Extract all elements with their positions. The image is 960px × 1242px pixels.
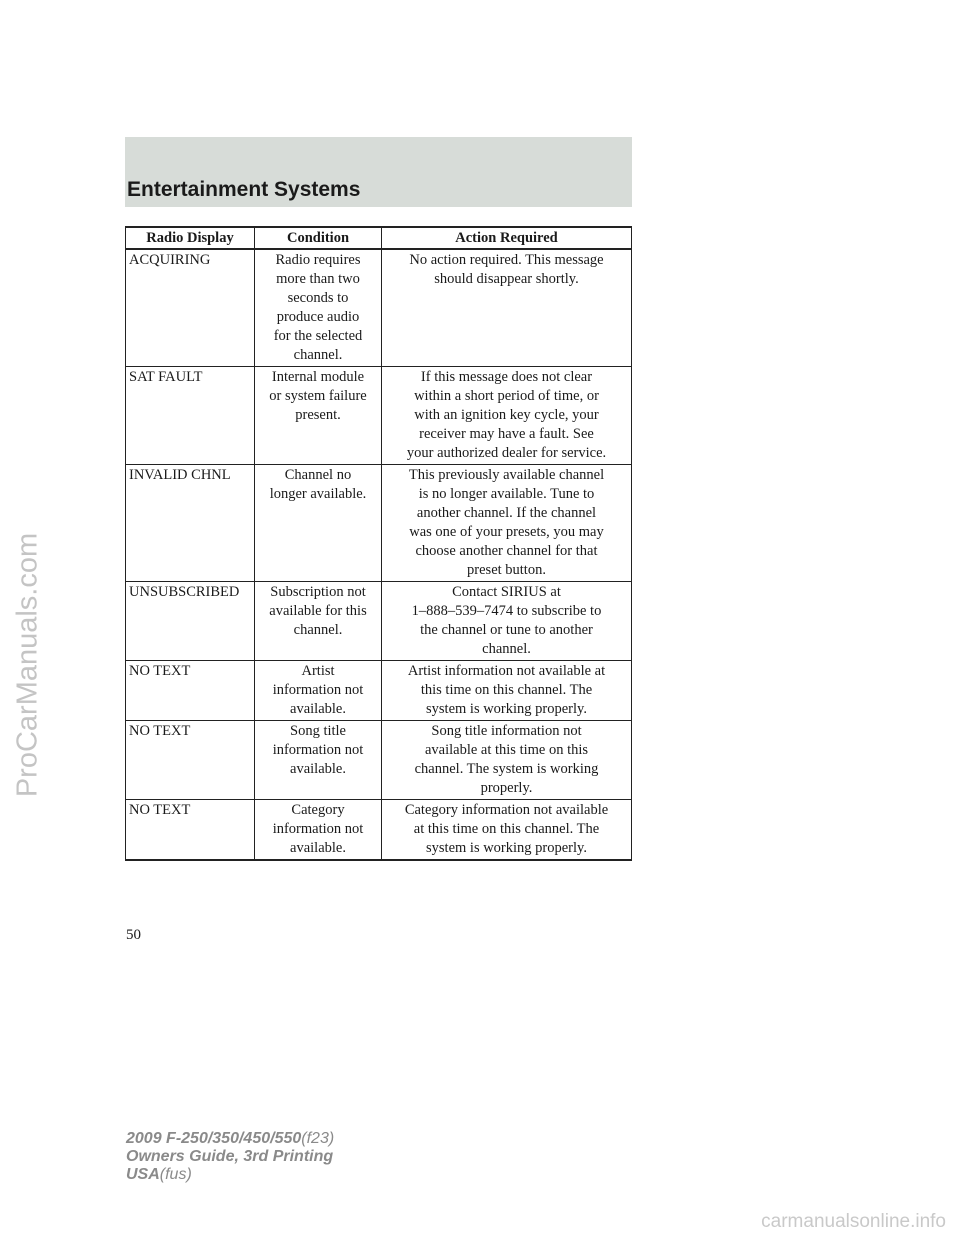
- action-line: should disappear shortly.: [434, 271, 579, 287]
- action-line: choose another channel for that: [415, 543, 598, 559]
- radio-message-table: [125, 226, 632, 861]
- action-line: channel. The system is working: [414, 761, 599, 777]
- cell-action-required: [382, 582, 632, 661]
- table-row: [126, 367, 632, 465]
- action-line: This previously available channel: [408, 467, 605, 483]
- cell-condition: [255, 721, 382, 800]
- header-radio-display: Radio Display: [126, 227, 255, 249]
- action-line: Song title information not: [431, 723, 582, 739]
- cell-radio-display: ACQUIRING: [126, 249, 255, 367]
- condition-line: produce audio: [276, 309, 360, 325]
- side-watermark: [4, 375, 52, 955]
- action-line: 1–888–539–7474 to subscribe to: [411, 603, 602, 619]
- condition-line: Artist: [301, 663, 335, 679]
- footer-guide: Owners Guide, 3rd Printing: [126, 1148, 334, 1165]
- cell-condition: [255, 465, 382, 582]
- cell-radio-display: NO TEXT: [126, 721, 255, 800]
- header-action-required: Action Required: [382, 227, 632, 249]
- action-line: with an ignition key cycle, your: [414, 407, 599, 423]
- footer-market-code: (fus): [159, 1166, 192, 1183]
- table-row: [126, 661, 632, 721]
- page-number: 50: [126, 927, 141, 943]
- condition-line: channel.: [293, 622, 343, 638]
- cell-radio-display: NO TEXT: [126, 800, 255, 861]
- condition-line: Subscription not: [270, 584, 366, 600]
- action-line: Artist information not available at: [407, 663, 606, 679]
- action-line: this time on this channel. The: [420, 682, 593, 698]
- condition-line: Category: [291, 802, 345, 818]
- condition-line: available.: [290, 761, 346, 777]
- action-line: system is working properly.: [426, 840, 587, 856]
- condition-line: or system failure: [269, 388, 367, 404]
- condition-line: channel.: [293, 347, 343, 363]
- action-line: another channel. If the channel: [416, 505, 597, 521]
- condition-line: information not: [272, 821, 364, 837]
- table-row: [126, 721, 632, 800]
- condition-line: available for this: [269, 603, 367, 619]
- footer-line-market: [126, 1166, 334, 1184]
- condition-line: Radio requires: [275, 252, 361, 268]
- condition-line: Channel no: [284, 467, 352, 483]
- action-line: receiver may have a fault. See: [419, 426, 594, 442]
- footer-model-code: (f23): [301, 1130, 335, 1147]
- action-line: preset button.: [467, 562, 546, 578]
- cell-action-required: [382, 721, 632, 800]
- cell-radio-display: INVALID CHNL: [126, 465, 255, 582]
- condition-line: information not: [272, 682, 364, 698]
- action-line: system is working properly.: [426, 701, 587, 717]
- header-condition: Condition: [255, 227, 382, 249]
- action-line: available at this time on this: [424, 742, 589, 758]
- table-row: [126, 465, 632, 582]
- condition-line: available.: [290, 840, 346, 856]
- footer-model: 2009 F-250/350/450/550: [126, 1130, 302, 1147]
- bottom-watermark: carmanualsonline.info: [761, 1211, 946, 1232]
- action-line: If this message does not clear: [420, 369, 593, 385]
- document-footer: [126, 1130, 334, 1184]
- cell-action-required: [382, 249, 632, 367]
- action-line: the channel or tune to another: [420, 622, 593, 638]
- cell-condition: [255, 582, 382, 661]
- table-row: [126, 249, 632, 367]
- footer-market: USA: [126, 1166, 160, 1183]
- table-header-row: [126, 227, 632, 249]
- condition-line: seconds to: [287, 290, 349, 306]
- condition-line: for the selected: [273, 328, 363, 344]
- action-line: channel.: [482, 641, 531, 657]
- condition-line: more than two: [276, 271, 360, 287]
- table-row: [126, 582, 632, 661]
- footer-line-guide: [126, 1148, 334, 1166]
- cell-radio-display: SAT FAULT: [126, 367, 255, 465]
- cell-action-required: [382, 367, 632, 465]
- condition-line: available.: [290, 701, 346, 717]
- condition-line: Internal module: [271, 369, 365, 385]
- cell-radio-display: UNSUBSCRIBED: [126, 582, 255, 661]
- action-line: properly.: [480, 780, 533, 796]
- footer-line-model: [126, 1130, 334, 1148]
- cell-action-required: [382, 661, 632, 721]
- table-row: [126, 800, 632, 861]
- action-line: at this time on this channel. The: [413, 821, 600, 837]
- action-line: is no longer available. Tune to: [418, 486, 595, 502]
- table-body: [126, 249, 632, 860]
- cell-condition: [255, 661, 382, 721]
- side-watermark-text: ProCarManuals.com: [11, 532, 44, 798]
- cell-action-required: [382, 465, 632, 582]
- condition-line: information not: [272, 742, 364, 758]
- action-line: your authorized dealer for service.: [406, 445, 607, 461]
- condition-line: longer available.: [269, 486, 367, 502]
- section-title: Entertainment Systems: [127, 178, 361, 201]
- cell-condition: [255, 367, 382, 465]
- cell-action-required: [382, 800, 632, 861]
- action-line: was one of your presets, you may: [409, 524, 604, 540]
- condition-line: present.: [295, 407, 341, 423]
- action-line: within a short period of time, or: [414, 388, 599, 404]
- action-line: Category information not available: [404, 802, 609, 818]
- action-line: Contact SIRIUS at: [452, 584, 561, 600]
- cell-condition: [255, 249, 382, 367]
- cell-condition: [255, 800, 382, 861]
- action-line: No action required. This message: [409, 252, 604, 268]
- condition-line: Song title: [290, 723, 346, 739]
- cell-radio-display: NO TEXT: [126, 661, 255, 721]
